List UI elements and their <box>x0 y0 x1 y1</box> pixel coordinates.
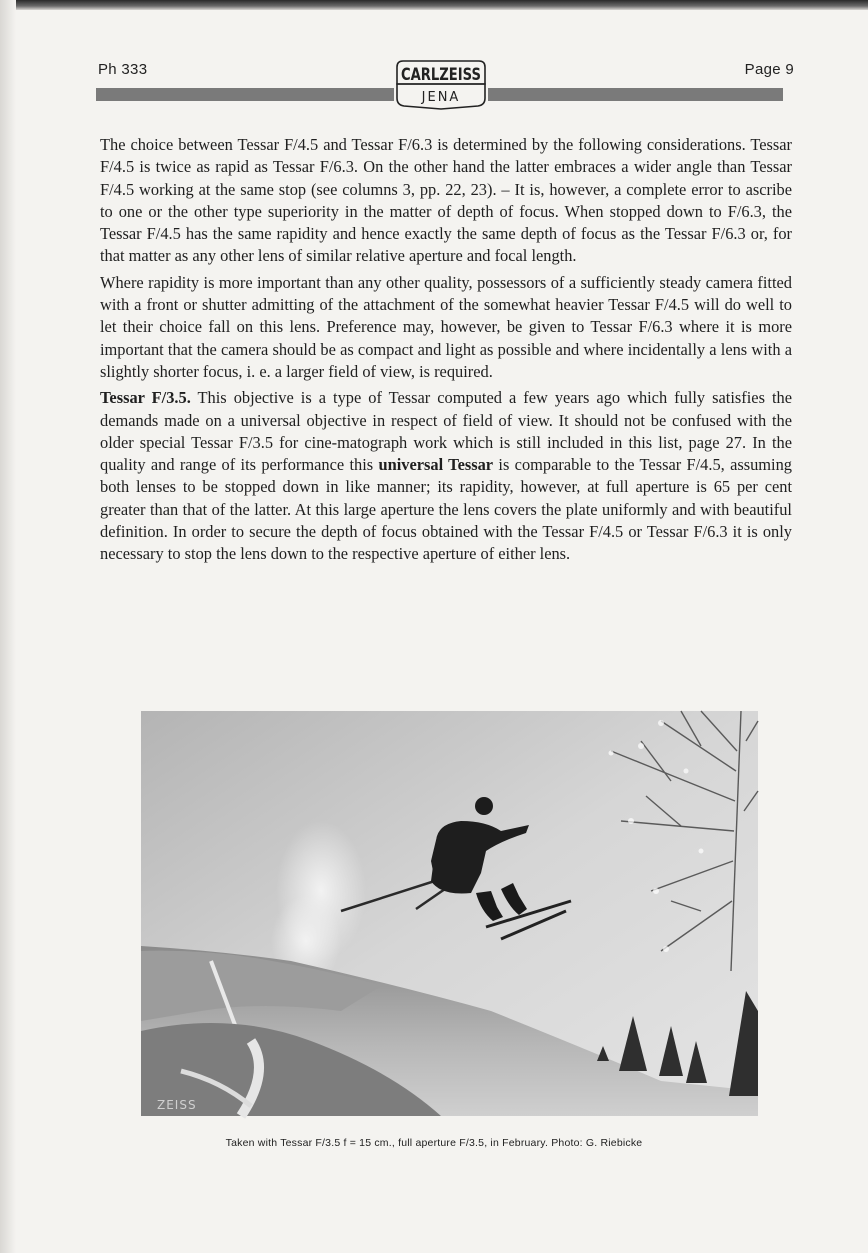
photo-watermark: ZEISS <box>157 1098 197 1112</box>
header-rule-left <box>96 88 396 101</box>
logo-brand-text: CARLZEISS <box>401 65 481 85</box>
carl-zeiss-jena-logo <box>394 58 488 110</box>
paragraph-rapidity: Where rapidity is more important than any other quality, possessors of a sufficiently steady camera fitted with a front or shutter admitting of the attachment of the somewhat heavier Tessar F/4.5 will do well to let their choice fall on this lens. Preference may, however, be given to Tessar F/6.3 where it is more important that the camera should be as compact and light as possible and where incidentally a lens with a slightly shorter focus, i. e. a larger field of view, is required. <box>100 272 792 381</box>
paragraph-tessar-f35-part2: is comparable to the Tessar F/4.5, assuming both lenses to be stopped down in like manner; its rapidity, however, at full aperture is 65 per cent greater than that of the latter. At this large aperture the lens covers the plate uniformly and with beautiful definition. In order to secure the depth of focus obtained with the Tessar F/4.5 or Tessar F/6.3 it is only necessary to stop the lens down to the respective aperture of either lens. <box>100 455 793 564</box>
ski-jump-photo <box>141 711 758 1116</box>
page-top-edge <box>0 0 868 10</box>
paragraph-tessar-comparison: The choice between Tessar F/4.5 and Tessar F/6.3 is determined by the following considerations. Tessar F/4.5 is twice as rapid as Tessar F/6.3. On the other hand the latter embraces a wider angle than Tessar F/4.5 working at the same stop (see columns 3, pp. 22, 23). – It is, however, a complete error to ascribe to one or the other type superiority in the matter of depth of focus. When stopped down to F/6.3, the Tessar F/4.5 has the same rapidity and hence exactly the same depth of focus as the Tessar F/6.3 or, for that matter as any other lens of similar relative aperture and focal length. <box>100 135 792 266</box>
header-rule-right <box>487 88 783 101</box>
paragraph-tessar-f35-part1: This objective is a type of Tessar computed a few years ago which fully satisfies the demands made on a universal objective in respect of field of view. It should not be confused with the older special Tessar F/3.5 for cine-matograph work which is still included in this list, page 27. In the quality and range of its performance this <box>100 388 792 475</box>
document-id: Ph 333 <box>98 61 148 78</box>
photo-caption: Taken with Tessar F/3.5 f = 15 cm., full aperture F/3.5, in February. Photo: G. Riebicke <box>225 1137 643 1149</box>
universal-tessar-bold: universal Tessar <box>378 455 494 475</box>
page-number: Page 9 <box>744 61 794 78</box>
tessar-f35-heading: Tessar F/3.5. <box>100 388 191 408</box>
logo-city-text: JENA <box>421 90 461 105</box>
body-text <box>100 134 792 570</box>
paragraph-tessar-f35 <box>100 387 792 565</box>
page-left-edge <box>0 0 16 1253</box>
